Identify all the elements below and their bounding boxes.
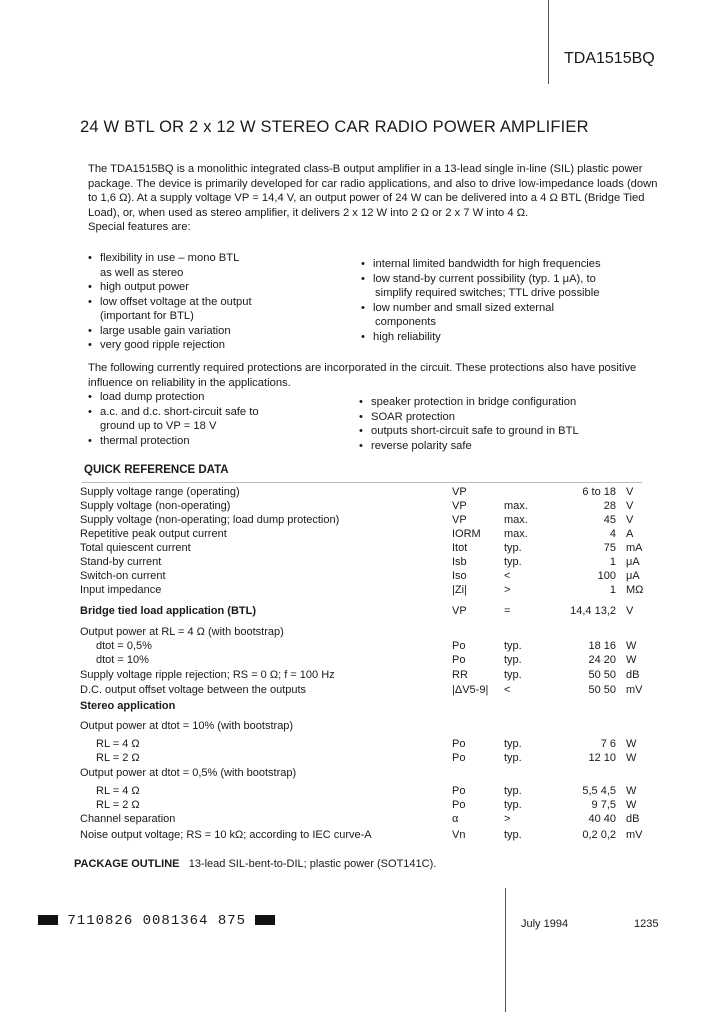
protection-left-item: [88, 390, 348, 405]
param-value: 40 40: [588, 813, 616, 825]
param-value: 1: [609, 556, 616, 568]
document-title: 24 W BTL OR 2 x 12 W STEREO CAR RADIO POWER AMPLIFIER: [80, 118, 589, 136]
package-outline: [74, 858, 436, 870]
param-value: 18 16: [588, 640, 616, 652]
param-value: 7 6: [600, 738, 616, 750]
param-condition: <: [504, 684, 511, 696]
bullet-icon: •: [88, 281, 92, 293]
param-description: Repetitive peak output current: [80, 528, 227, 540]
bullet-icon: •: [361, 258, 365, 270]
param-value: 1: [609, 584, 616, 596]
quick-reference-heading: QUICK REFERENCE DATA: [84, 464, 229, 476]
param-unit: mV: [626, 829, 643, 841]
feature-left-item-text: flexibility in use – mono BTL: [100, 252, 240, 264]
feature-right-item: [361, 272, 651, 301]
feature-right-item-text: internal limited bandwidth for high frequencies: [373, 258, 601, 270]
table-row: [80, 555, 640, 569]
features-right-list: [361, 257, 651, 344]
param-value: 0,2 0,2: [582, 829, 616, 841]
param-condition: typ.: [504, 669, 522, 681]
table-row: [80, 683, 643, 697]
package-outline-text: 13-lead SIL-bent-to-DIL; plastic power (SOT141C).: [188, 858, 437, 870]
table-row: [80, 812, 640, 826]
feature-left-item: [88, 338, 348, 353]
protection-left-item-text: a.c. and d.c. short-circuit safe to: [100, 405, 259, 418]
feature-left-item-continuation: (important for BTL): [100, 310, 194, 322]
param-symbol: VP: [452, 500, 467, 512]
table-row: [80, 766, 640, 780]
feature-left-item-text: low offset voltage at the output: [100, 295, 252, 308]
special-features-label: Special features are:: [88, 221, 191, 233]
param-description: RL = 4 Ω: [96, 785, 140, 797]
param-description: Total quiescent current: [80, 542, 191, 554]
table-row: [80, 625, 640, 639]
param-unit: W: [626, 752, 637, 764]
protections-left-list: [88, 390, 348, 448]
feature-left-item-continuation: as well as stereo: [100, 266, 184, 279]
protection-right-item: [359, 439, 649, 454]
table-row: [80, 798, 640, 812]
bullet-icon: •: [88, 434, 92, 447]
param-value: 75: [603, 542, 616, 554]
param-description: Supply voltage range (operating): [80, 486, 240, 498]
param-value: 50 50: [588, 669, 616, 681]
param-description: Output power at RL = 4 Ω (with bootstrap): [80, 626, 284, 638]
param-condition: typ.: [504, 738, 522, 750]
barcode-block-right: [255, 915, 275, 925]
bullet-icon: •: [361, 272, 365, 285]
param-symbol: Itot: [452, 542, 468, 554]
table-row: [80, 527, 640, 541]
param-condition: typ.: [504, 654, 522, 666]
param-condition: typ.: [504, 829, 522, 841]
param-unit: μA: [626, 570, 640, 582]
param-unit: W: [626, 785, 637, 797]
feature-left-item-text: large usable gain variation: [100, 324, 231, 337]
param-description: Supply voltage (non-operating): [80, 500, 231, 512]
param-unit: mV: [626, 684, 643, 696]
param-unit: dB: [626, 669, 640, 681]
param-symbol: Iso: [452, 570, 467, 582]
bullet-icon: •: [88, 391, 92, 403]
param-value: 50 50: [588, 684, 616, 696]
param-unit: A: [626, 528, 634, 540]
param-symbol: RR: [452, 669, 468, 681]
table-row: [80, 653, 640, 667]
part-number: TDA1515BQ: [564, 50, 655, 67]
param-description: dtot = 10%: [96, 654, 149, 666]
param-symbol: Po: [452, 752, 466, 764]
bullet-icon: •: [359, 410, 363, 423]
bullet-icon: •: [88, 339, 92, 351]
param-symbol: IORM: [452, 528, 481, 540]
param-symbol: Po: [452, 640, 466, 652]
param-description: RL = 4 Ω: [96, 738, 140, 750]
barcode-text: 7110826 0081364 875: [67, 913, 247, 929]
protection-right-item: [359, 395, 649, 410]
param-symbol: Po: [452, 738, 466, 750]
param-description: RL = 2 Ω: [96, 799, 140, 811]
feature-right-item: [361, 257, 651, 272]
protection-right-item-text: reverse polarity safe: [371, 439, 472, 452]
param-description: dtot = 0,5%: [96, 640, 152, 652]
table-row: [80, 639, 640, 653]
param-condition: typ.: [504, 785, 522, 797]
param-value: 28: [603, 500, 616, 512]
footer-divider-line: [505, 888, 506, 1012]
footer-page-number: 1235: [634, 918, 659, 930]
table-row: [80, 583, 644, 597]
table-row: [80, 541, 643, 555]
param-value: 12 10: [588, 752, 616, 764]
protection-left-item: [88, 405, 348, 434]
feature-left-item: [88, 324, 348, 339]
param-unit: W: [626, 654, 637, 666]
param-value: 100: [597, 570, 616, 582]
param-symbol: VP: [452, 486, 467, 498]
bullet-icon: •: [361, 301, 365, 314]
bullet-icon: •: [88, 295, 92, 308]
table-row: [80, 828, 643, 842]
table-row: [80, 668, 640, 682]
table-row: [80, 737, 640, 751]
param-condition: >: [504, 813, 511, 825]
intro-paragraph: The TDA1515BQ is a monolithic integrated class-B output amplifier in a 13-lead single in-line (SIL) plastic power package. The device is primarily developed for car radio applications, and also to drive low-impedance loads (down to 1,6 Ω). At a supply voltage VP = 14,4 V, an output power of 24 W can be delivered into a 4 Ω BTL (Bridge Tied Load), or, when used as stereo amplifier, it delivers 2 x 12 W into 2 Ω or 2 x 7 W into 4 Ω.: [88, 163, 658, 219]
param-condition: >: [504, 584, 511, 596]
protection-left-item-continuation: ground up to VP = 18 V: [100, 420, 217, 432]
param-unit: V: [626, 486, 634, 498]
bullet-icon: •: [359, 425, 363, 437]
feature-left-item: [88, 295, 348, 324]
param-value: 9 7,5: [591, 799, 616, 811]
bullet-icon: •: [361, 330, 365, 343]
bullet-icon: •: [88, 252, 92, 264]
table-row: [80, 513, 640, 527]
table-row: [80, 784, 640, 798]
header-divider-line: [548, 0, 549, 84]
param-symbol: α: [452, 813, 459, 825]
barcode: [38, 913, 275, 929]
features-left-list: [88, 251, 348, 353]
param-condition: typ.: [504, 556, 522, 568]
protection-left-item-text: thermal protection: [100, 434, 190, 447]
bullet-icon: •: [88, 405, 92, 418]
bullet-icon: •: [88, 324, 92, 337]
param-condition: <: [504, 570, 511, 582]
param-description: Supply voltage (non-operating; load dump protection): [80, 514, 340, 526]
feature-left-item: [88, 251, 348, 280]
param-description: RL = 2 Ω: [96, 752, 140, 764]
param-unit: W: [626, 799, 637, 811]
param-symbol: Isb: [452, 556, 467, 568]
param-condition: max.: [504, 514, 528, 526]
param-symbol: Po: [452, 785, 466, 797]
qrd-separator: [82, 482, 642, 483]
param-unit: dB: [626, 813, 640, 825]
footer-date: July 1994: [521, 918, 569, 930]
param-symbol: |ΔV5-9|: [452, 684, 489, 696]
feature-left-item: [88, 280, 348, 295]
param-unit: W: [626, 738, 637, 750]
protection-right-item: [359, 424, 649, 439]
feature-right-item-continuation: components: [375, 316, 436, 328]
protections-intro: The following currently required protections are incorporated in the circuit. These protections also have positive influence on reliability in the applications.: [88, 362, 637, 389]
param-symbol: Po: [452, 799, 466, 811]
param-symbol: VP: [452, 605, 467, 617]
feature-right-item-text: high reliability: [373, 330, 441, 343]
param-description: Input impedance: [80, 584, 162, 596]
table-row: [80, 485, 640, 499]
param-value: 6 to 18: [582, 486, 616, 498]
table-row: [80, 699, 640, 713]
intro-section: [88, 162, 658, 235]
table-row: [80, 604, 640, 618]
table-row: [80, 719, 640, 733]
param-condition: max.: [504, 528, 528, 540]
protection-right-item: [359, 410, 649, 425]
protection-right-item-text: outputs short-circuit safe to ground in BTL: [371, 425, 579, 437]
protection-right-item-text: speaker protection in bridge configuration: [371, 396, 577, 408]
param-unit: V: [626, 500, 634, 512]
param-condition: typ.: [504, 799, 522, 811]
param-value: 14,4 13,2: [570, 605, 616, 617]
feature-right-item-continuation: simplify required switches; TTL drive possible: [375, 287, 600, 299]
feature-left-item-text: high output power: [100, 281, 189, 293]
feature-right-item-text: low number and small sized external: [373, 301, 554, 314]
param-description: Stereo application: [80, 700, 176, 712]
package-outline-label: PACKAGE OUTLINE: [74, 858, 180, 870]
table-row: [80, 751, 640, 765]
param-description: Bridge tied load application (BTL): [80, 605, 256, 617]
param-value: 24 20: [588, 654, 616, 666]
barcode-block-left: [38, 915, 58, 925]
bullet-icon: •: [359, 396, 363, 408]
param-description: Switch-on current: [80, 570, 166, 582]
param-value: 45: [603, 514, 616, 526]
param-condition: =: [504, 605, 511, 617]
param-value: 4: [609, 528, 616, 540]
feature-right-item: [361, 301, 651, 330]
feature-right-item-text: low stand-by current possibility (typ. 1 μA), to: [373, 272, 596, 285]
param-condition: typ.: [504, 640, 522, 652]
param-symbol: VP: [452, 514, 467, 526]
table-row: [80, 569, 640, 583]
param-unit: W: [626, 640, 637, 652]
feature-right-item: [361, 330, 651, 345]
param-description: Output power at dtot = 10% (with bootstrap): [80, 720, 294, 732]
table-row: [80, 499, 640, 513]
protection-right-item-text: SOAR protection: [371, 410, 455, 423]
param-unit: V: [626, 514, 634, 526]
protection-left-item-text: load dump protection: [100, 391, 205, 403]
param-description: Channel separation: [80, 813, 176, 825]
bullet-icon: •: [359, 439, 363, 452]
param-condition: typ.: [504, 752, 522, 764]
param-description: Stand-by current: [80, 556, 162, 568]
param-symbol: |Zi|: [452, 584, 467, 596]
param-unit: μA: [626, 556, 640, 568]
param-symbol: Po: [452, 654, 466, 666]
param-unit: mA: [626, 542, 643, 554]
protection-left-item: [88, 434, 348, 449]
param-description: Supply voltage ripple rejection; RS = 0 Ω; f = 100 Hz: [80, 669, 335, 681]
param-symbol: Vn: [452, 829, 466, 841]
param-description: Output power at dtot = 0,5% (with bootstrap): [80, 767, 297, 779]
param-unit: MΩ: [626, 584, 644, 596]
param-condition: typ.: [504, 542, 522, 554]
param-value: 5,5 4,5: [582, 785, 616, 797]
param-description: D.C. output offset voltage between the outputs: [80, 684, 307, 696]
param-unit: V: [626, 605, 634, 617]
feature-left-item-text: very good ripple rejection: [100, 339, 225, 351]
param-condition: max.: [504, 500, 528, 512]
param-description: Noise output voltage; RS = 10 kΩ; according to IEC curve-A: [80, 829, 372, 841]
protections-right-list: [359, 395, 649, 453]
